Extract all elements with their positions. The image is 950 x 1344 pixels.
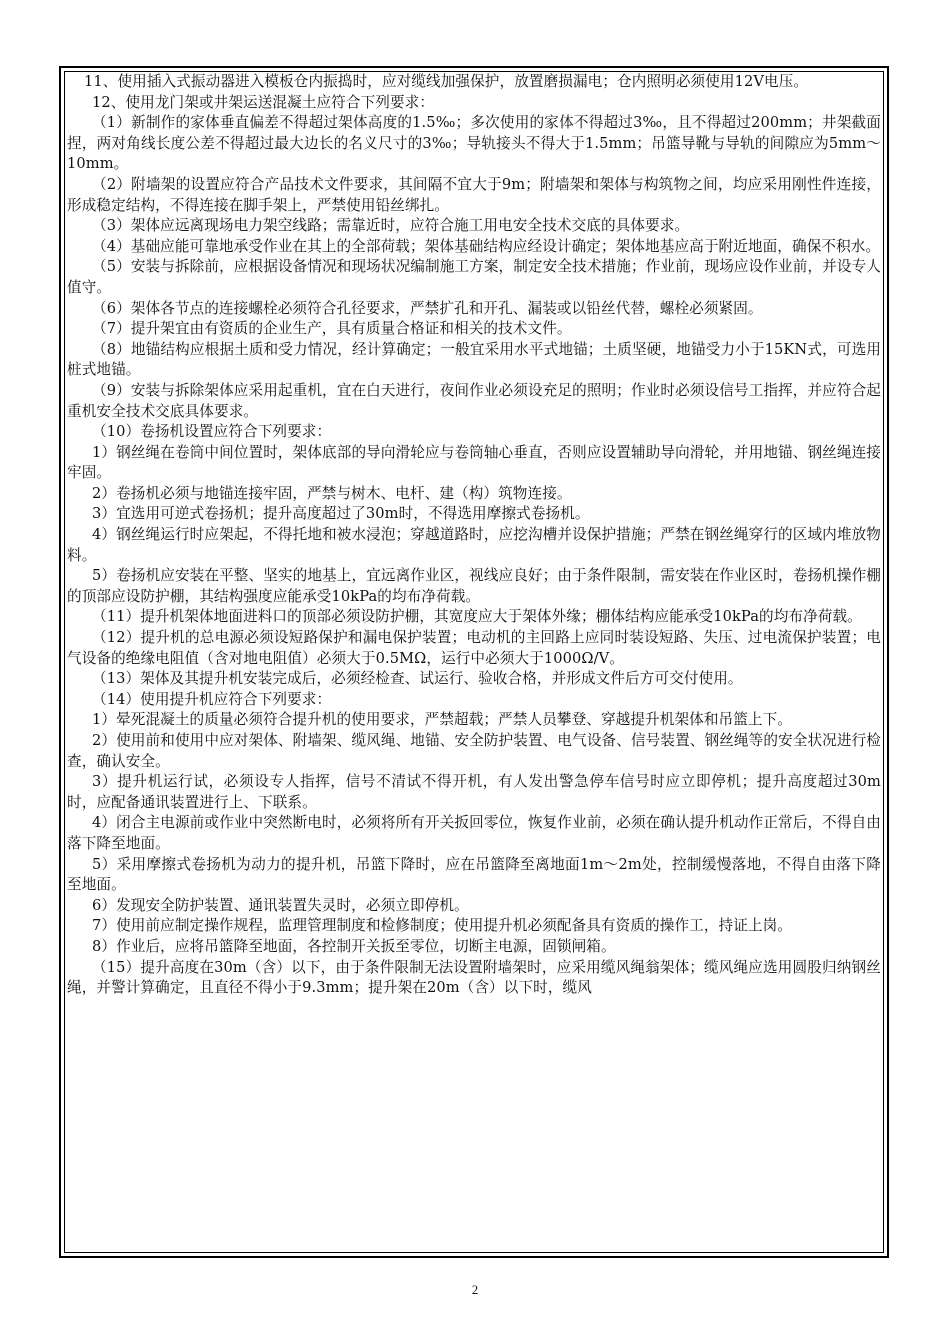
- paragraph-12-14-6: 6）发现安全防护装置、通讯装置失灵时，必须立即停机。: [92, 896, 469, 914]
- paragraph-12-14: （14）使用提升机应符合下列要求：: [92, 690, 332, 708]
- paragraph-12-4: （4）基础应能可靠地承受作业在其上的全部荷载；架体基础结构应经设计确定；架体地基应高于附近地面，确保不积水。: [92, 237, 881, 255]
- paragraph-12-14-1: 1）晕死混凝土的质量必须符合提升机的使用要求，严禁超载；严禁人员攀登、穿越提升机架体和吊篮上下。: [92, 711, 792, 729]
- paragraph-12-12: （12）提升机的总电源必须设短路保护和漏电保护装置；电动机的主回路上应同时装设短路、失压、过电流保护装置；电气设备的绝缘电阻值（含对地电阻值）必须大于0.5MΩ，运行中必须大于1000Ω/V。: [67, 629, 881, 667]
- paragraph-11: 11、使用插入式振动器进入模板仓内振捣时，应对缆线加强保护，放置磨损漏电；仓内照明必须使用12V电压。: [84, 73, 809, 90]
- paragraph-12-11: （11）提升机架体地面进料口的顶部必须设防护棚，其宽度应大于架体外缘；棚体结构应能承受10kPa的均布净荷载。: [92, 608, 862, 626]
- paragraph-12-15: （15）提升高度在30m（含）以下，由于条件限制无法设置附墙架时，应采用缆风绳翁架体；缆风绳应选用圆股归纳钢丝绳，并警计算确定，且直径不得小于9.3mm；提升架在20m（含）以下时，缆风: [67, 958, 881, 997]
- document-frame: [59, 66, 889, 1258]
- paragraph-12-10-1: 1）钢丝绳在卷筒中间位置时，架体底部的导向滑轮应与卷筒轴心垂直，否则应设置辅助导向滑轮，并用地锚、钢丝绳连接牢固。: [67, 443, 881, 482]
- paragraph-12-14-2: 2）使用前和使用中应对架体、附墙架、缆风绳、地锚、安全防护装置、电气设备、信号装置、钢丝绳等的安全状况进行检查，确认安全。: [67, 732, 881, 770]
- paragraph-12-3: （3）架体应远离现场电力架空线路；需靠近时，应符合施工用电安全技术交底的具体要求。: [92, 217, 690, 235]
- paragraph-12-13: （13）架体及其提升机安装完成后，必须经检查、试运行、验收合格，并形成文件后方可交付使用。: [92, 670, 743, 688]
- paragraph-12-6: （6）架体各节点的连接螺栓必须符合孔径要求，严禁扩孔和开孔、漏装或以铅丝代替，螺栓必须紧固。: [92, 299, 763, 317]
- paragraph-12-10-5: 5）卷扬机应安装在平整、坚实的地基上，宜远离作业区，视线应良好；由于条件限制，需安装在作业区时，卷扬机操作棚的顶部应设防护棚，其结构强度应能承受10kPa的均布净荷载。: [67, 567, 881, 605]
- page-number: 2: [471, 1283, 479, 1297]
- paragraph-12-14-5: 5）采用摩擦式卷扬机为动力的提升机，吊篮下降时，应在吊篮降至离地面1m～2m处，控制缓慢落地，不得自由落下降至地面。: [67, 855, 881, 894]
- paragraph-12-8: （8）地锚结构应根据土质和受力情况，经计算确定；一般宜采用水平式地锚；土质坚硬，地锚受力小于15KN式，可选用桩式地锚。: [67, 340, 881, 379]
- paragraph-12-10-2: 2）卷扬机必须与地锚连接牢固，严禁与树木、电杆、建（构）筑物连接。: [92, 484, 572, 502]
- paragraph-12: 12、使用龙门架或井架运送混凝土应符合下列要求：: [92, 93, 435, 111]
- paragraph-12-1: （1）新制作的家体垂直偏差不得超过架体高度的1.5‰；多次使用的家体不得超过3‰，且不得超过200mm；井架截面捏，两对角线长度公差不得超过最大边长的名义尺寸的3‰；导轨接头不得大于1.5mm；吊篮导靴与导轨的间隙应为5mm～10mm。: [67, 114, 881, 173]
- paragraph-12-10: （10）卷扬机设置应符合下列要求：: [92, 423, 332, 441]
- paragraph-12-10-4: 4）钢丝绳运行时应架起，不得托地和被水浸泡；穿越道路时，应挖沟槽并设保护措施；严禁在钢丝绳穿行的区域内堆放物料。: [67, 526, 881, 564]
- document-body: [67, 72, 881, 999]
- paragraph-12-10-3: 3）宜选用可逆式卷扬机；提升高度超过了30m时，不得选用摩擦式卷扬机。: [92, 505, 590, 523]
- paragraph-12-5: （5）安装与拆除前，应根据设备情况和现场状况编制施工方案，制定安全技术措施；作业前，现场应设作业前，并设专人值守。: [67, 258, 881, 296]
- paragraph-12-14-7: 7）使用前应制定操作规程，监理管理制度和检修制度；使用提升机必须配备具有资质的操作工，持证上岗。: [92, 917, 792, 935]
- paragraph-12-14-8: 8）作业后，应将吊篮降至地面，各控制开关扳至零位，切断主电源，固锁闸箱。: [92, 937, 616, 955]
- paragraph-12-9: （9）安装与拆除架体应采用起重机，宜在白天进行，夜间作业必须设充足的照明；作业时必须设信号工指挥，并应符合起重机安全技术交底具体要求。: [67, 381, 881, 420]
- paragraph-12-2: （2）附墙架的设置应符合产品技术文件要求，其间隔不宜大于9m；附墙架和架体与构筑物之间，均应采用刚性件连接，形成稳定结构，不得连接在脚手架上，严禁使用铅丝绑扎。: [67, 175, 881, 214]
- paragraph-12-7: （7）提升架宜由有资质的企业生产，具有质量合格证和相关的技术文件。: [92, 320, 572, 338]
- paragraph-12-14-3: 3）提升机运行试，必须设专人指挥，信号不清试不得开机，有人发出警急停车信号时应立即停机；提升高度超过30m时，应配备通讯装置进行上、下联系。: [67, 773, 881, 811]
- paragraph-12-14-4: 4）闭合主电源前或作业中突然断电时，必须将所有开关扳回零位，恢复作业前，必须在确认提升机动作正常后，不得自由落下降至地面。: [67, 814, 881, 852]
